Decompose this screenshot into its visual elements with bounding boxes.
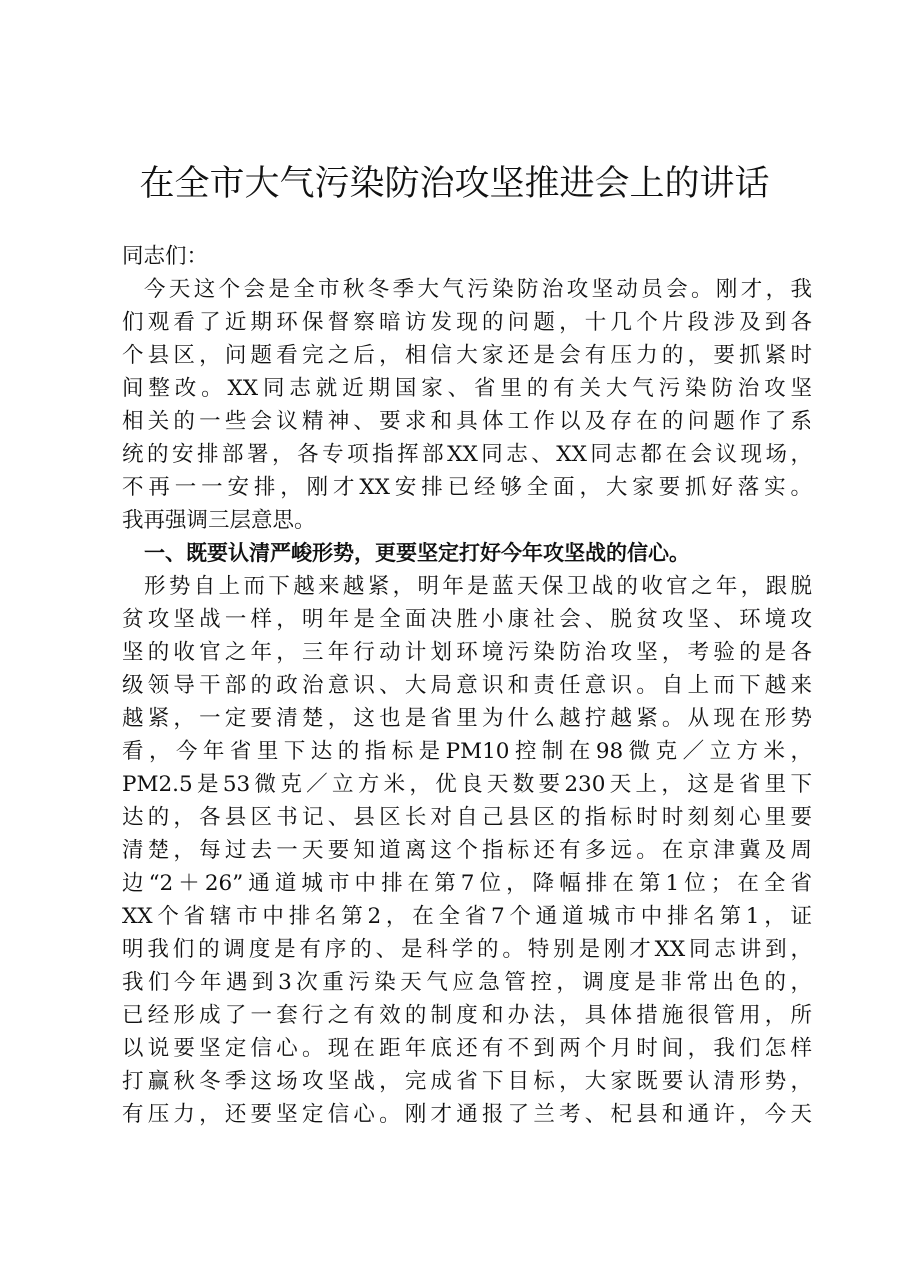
paragraph-line: 坚的收官之年，三年行动计划环境污染防治攻坚，考验的是各 bbox=[122, 640, 812, 665]
section-heading: 一、既要认清严峻形势，更要坚定打好今年攻坚战的信心。 bbox=[144, 541, 690, 565]
paragraph-line: 我再强调三层意思。 bbox=[122, 508, 316, 533]
paragraph-line: 清楚，每过去一天要知道离这个指标还有多远。在京津冀及周 bbox=[122, 838, 812, 863]
paragraph-line: 不再一一安排，刚才XX安排已经够全面，大家要抓好落实。 bbox=[122, 475, 812, 500]
paragraph-line: XX个省辖市中排名第2，在全省7个通道城市中排名第1，证 bbox=[122, 904, 812, 929]
paragraph-line: PM2.5是53微克／立方米，优良天数要230天上，这是省里下 bbox=[122, 772, 812, 797]
paragraph-line: 打赢秋冬季这场攻坚战，完成省下目标，大家既要认清形势， bbox=[122, 1069, 812, 1094]
paragraph-line: 我们今年遇到3次重污染天气应急管控，调度是非常出色的， bbox=[122, 970, 812, 995]
paragraph-line: 们观看了近期环保督察暗访发现的问题，十几个片段涉及到各 bbox=[122, 310, 812, 335]
paragraph-line: 边“2＋26”通道城市中排在第7位，降幅排在第1位；在全省 bbox=[122, 871, 812, 896]
paragraph-1 bbox=[122, 273, 812, 537]
paragraph-line: 越紧，一定要清楚，这也是省里为什么越拧越紧。从现在形势 bbox=[122, 706, 812, 731]
document-body bbox=[122, 240, 812, 1131]
paragraph-line: 以说要坚定信心。现在距年底还有不到两个月时间，我们怎样 bbox=[122, 1036, 812, 1061]
document-title: 在全市大气污染防治攻坚推进会上的讲话 bbox=[139, 164, 770, 204]
paragraph-line: 统的安排部署，各专项指挥部XX同志、XX同志都在会议现场， bbox=[122, 442, 812, 467]
paragraph-line: 达的，各县区书记、县区长对自己县区的指标时时刻刻心里要 bbox=[122, 805, 812, 830]
paragraph-line: 有压力，还要坚定信心。刚才通报了兰考、杞县和通许，今天 bbox=[122, 1102, 812, 1127]
paragraph-line: 今天这个会是全市秋冬季大气污染防治攻坚动员会。刚才，我 bbox=[144, 277, 812, 302]
paragraph-line: 贫攻坚战一样，明年是全面决胜小康社会、脱贫攻坚、环境攻 bbox=[122, 607, 812, 632]
paragraph-line: 形势自上而下越来越紧，明年是蓝天保卫战的收官之年，跟脱 bbox=[144, 574, 812, 599]
salutation: 同志们： bbox=[122, 244, 209, 269]
paragraph-line: 已经形成了一套行之有效的制度和办法，具体措施很管用，所 bbox=[122, 1003, 812, 1028]
paragraph-line: 看，今年省里下达的指标是PM10控制在98微克／立方米， bbox=[122, 739, 812, 764]
paragraph-line: 相关的一些会议精神、要求和具体工作以及存在的问题作了系 bbox=[122, 409, 812, 434]
paragraph-line: 间整改。XX同志就近期国家、省里的有关大气污染防治攻坚 bbox=[122, 376, 812, 401]
paragraph-line: 明我们的调度是有序的、是科学的。特别是刚才XX同志讲到， bbox=[122, 937, 812, 962]
paragraph-line: 个县区，问题看完之后，相信大家还是会有压力的，要抓紧时 bbox=[122, 343, 812, 368]
paragraph-line: 级领导干部的政治意识、大局意识和责任意识。自上而下越来 bbox=[122, 673, 812, 698]
paragraph-2 bbox=[122, 570, 812, 1131]
